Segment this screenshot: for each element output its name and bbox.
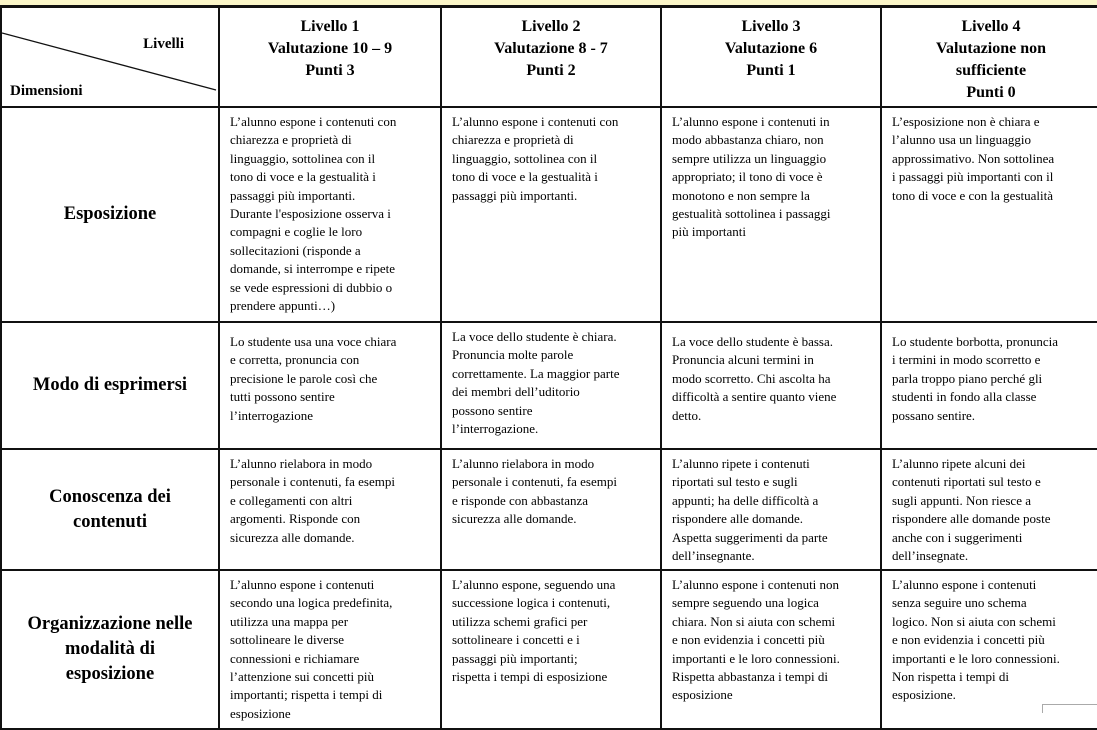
table-row [1, 107, 1097, 322]
table-row [1, 449, 1097, 570]
dimension-label: Organizzazione nelle modalità di esposizione [1, 570, 219, 729]
evaluation-rubric-table [0, 6, 1097, 730]
levels-label: Livelli [143, 36, 184, 52]
dimension-label: Modo di esprimersi [1, 322, 219, 449]
table-cell: L’alunno espone, seguendo una successione logica i contenuti, utilizza schemi grafici per sottolineare i concetti e i passaggi più importanti; rispetta i tempi di esposizione [441, 570, 661, 729]
table-cell: La voce dello studente è chiara. Pronuncia molte parole correttamente. La maggior parte dei membri dell’uditorio possono sentire l’interrogazione. [441, 322, 661, 449]
header-level-3: Livello 3 Valutazione 6 Punti 1 [661, 7, 881, 107]
table-cell: Lo studente borbotta, pronuncia i termini in modo scorretto e parla troppo piano perché gli studenti in fondo alla classe possano sentire. [881, 322, 1097, 449]
header-level-4: Livello 4 Valutazione non sufficiente Punti 0 [881, 7, 1097, 107]
dimensions-label: Dimensioni [10, 83, 83, 99]
header-level-2: Livello 2 Valutazione 8 - 7 Punti 2 [441, 7, 661, 107]
table-row [1, 570, 1097, 729]
table-cell: La voce dello studente è bassa. Pronuncia alcuni termini in modo scorretto. Chi ascolta ha difficoltà a sentire quanto viene detto. [661, 322, 881, 449]
dimension-label: Esposizione [1, 107, 219, 322]
table-cell: L’alunno ripete i contenuti riportati sul testo e sugli appunti; ha delle difficoltà a rispondere alle domande. Aspetta suggerimenti da parte dell’insegnante. [661, 449, 881, 570]
table-cell: L’alunno espone i contenuti non sempre seguendo una logica chiara. Non si aiuta con schemi e non evidenzia i concetti più importanti e le loro connessioni. Rispetta abbastanza i tempi di esposizione [661, 570, 881, 729]
table-cell: L’alunno rielabora in modo personale i contenuti, fa esempi e risponde con abbastanza sicurezza alle domande. [441, 449, 661, 570]
table-cell: L’alunno ripete alcuni dei contenuti riportati sul testo e sugli appunti. Non riesce a rispondere alle domande poste anche con i suggerimenti dell’insegnate. [881, 449, 1097, 570]
table-row [1, 322, 1097, 449]
table-cell: L’alunno espone i contenuti in modo abbastanza chiaro, non sempre utilizza un linguaggio appropriato; il tono di voce è monotono e non sempre la gestualità sottolinea i passaggi più importanti [661, 107, 881, 322]
dimension-label: Conoscenza dei contenuti [1, 449, 219, 570]
table-cell: L’alunno espone i contenuti secondo una logica predefinita, utilizza una mappa per sottolineare le diverse connessioni e richiamare l’attenzione sui concetti più importanti; rispetta i tempi di esposizione [219, 570, 441, 729]
corner-cell [1, 7, 219, 107]
header-level-1: Livello 1 Valutazione 10 – 9 Punti 3 [219, 7, 441, 107]
corner-box [1042, 704, 1097, 713]
table-cell: L’alunno rielabora in modo personale i contenuti, fa esempi e collegamenti con altri argomenti. Risponde con sicurezza alle domande. [219, 449, 441, 570]
table-cell: L’alunno espone i contenuti con chiarezza e proprietà di linguaggio, sottolinea con il tono di voce e la gestualità i passaggi più importanti. Durante l'esposizione osserva i compagni e coglie le loro sollecitazioni (risponde a domande, si interrompe e ripete se vede espressioni di dubbio o prendere appunti…) [219, 107, 441, 322]
table-cell: L’alunno espone i contenuti con chiarezza e proprietà di linguaggio, sottolinea con il tono di voce e la gestualità i passaggi più importanti. [441, 107, 661, 322]
header-row [1, 7, 1097, 107]
table-cell: Lo studente usa una voce chiara e corretta, pronuncia con precisione le parole così che tutti possono sentire l’interrogazione [219, 322, 441, 449]
table-cell: L’esposizione non è chiara e l’alunno usa un linguaggio approssimativo. Non sottolinea i passaggi più importanti con il tono di voce e con la gestualità [881, 107, 1097, 322]
table-cell: L’alunno espone i contenuti senza seguire uno schema logico. Non si aiuta con schemi e non evidenzia i concetti più importanti e le loro connessioni. Non rispetta i tempi di esposizione. [881, 570, 1097, 729]
